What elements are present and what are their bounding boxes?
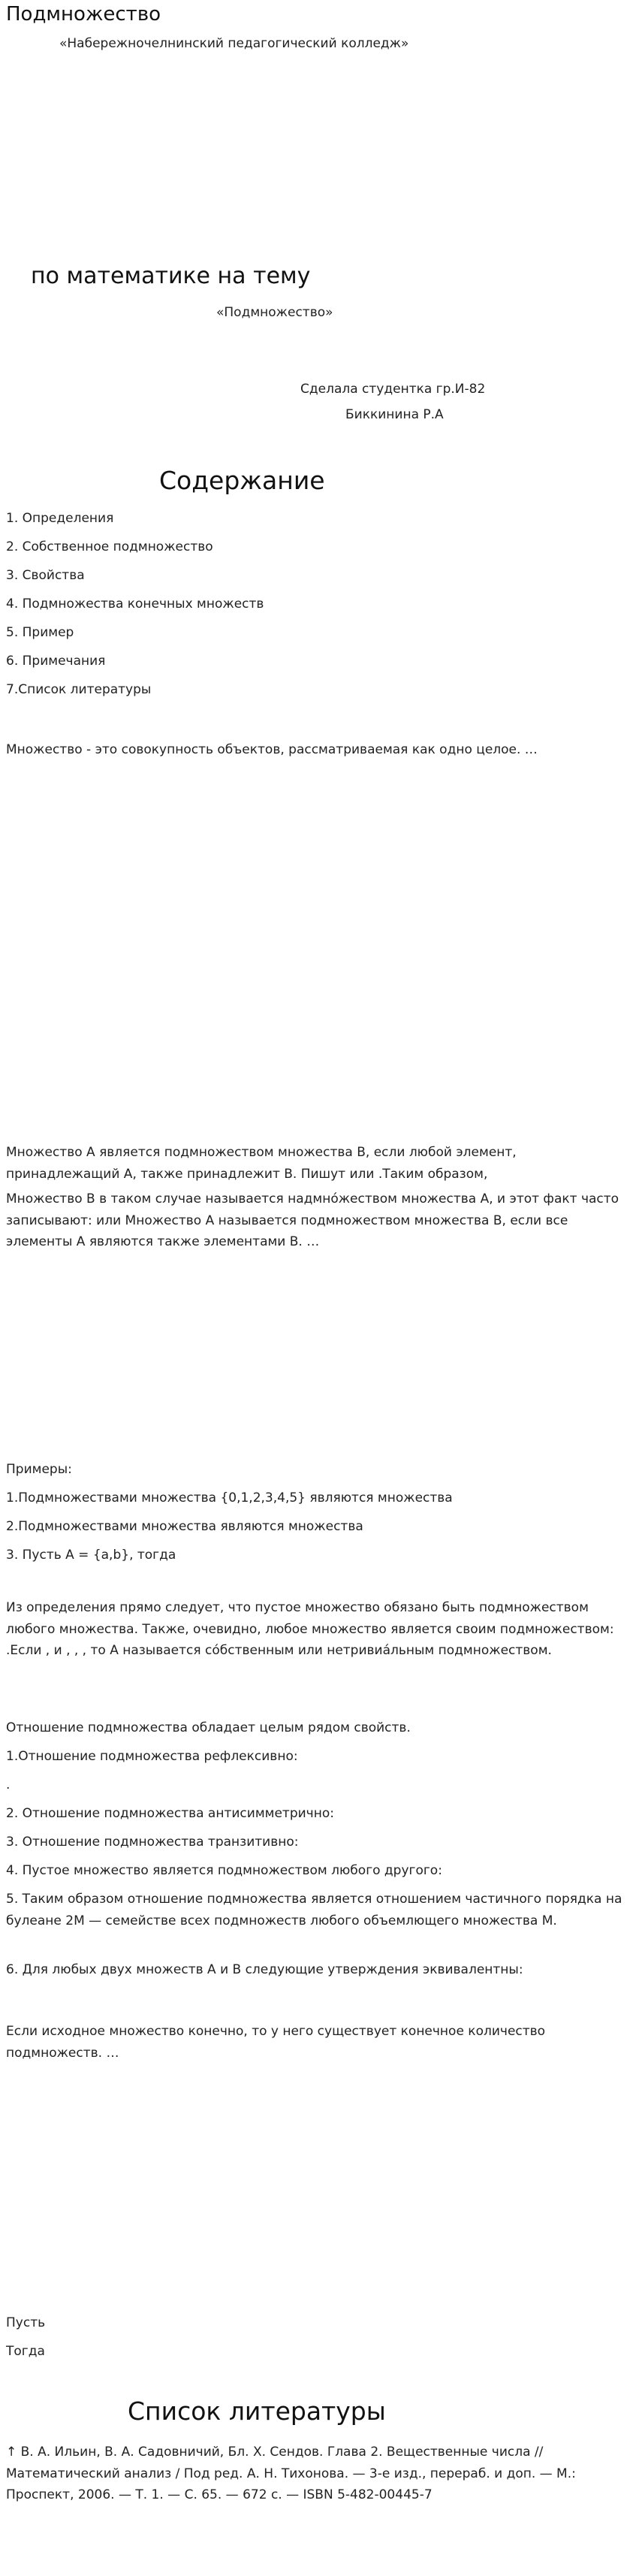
example-item: 3. Пусть A = {a,b}, тогда bbox=[6, 1548, 176, 1563]
topic-heading: по математике на тему bbox=[31, 263, 311, 289]
example-then: Тогда bbox=[6, 2344, 45, 2359]
property-item: 6. Для любых двух множеств A и B следующие утверждения эквивалентны: bbox=[6, 1962, 523, 1977]
example-let: Пусть bbox=[6, 2315, 46, 2330]
page-title: Подмножество bbox=[6, 3, 161, 26]
properties-intro: Отношение подмножества обладает целым рядом свойств. bbox=[6, 1720, 411, 1735]
author-name: Биккинина Р.А bbox=[345, 407, 444, 422]
property-item: 1.Отношение подмножества рефлексивно: bbox=[6, 1749, 298, 1764]
examples-label: Примеры: bbox=[6, 1462, 72, 1477]
reference-item: ↑ В. А. Ильин, В. А. Садовничий, Бл. Х. Сендов. Глава 2. Вещественные числа // Математический анализ / Под ред. А. Н. Тихонова. — 3-е изд., перераб. и доп. — М.: Проспект, 2006. — Т. 1. — С. 65. — 672 с. — ISBN 5-482-00445-7 bbox=[6, 2445, 576, 2502]
contents-item: 3. Свойства bbox=[6, 568, 85, 583]
references-title: Список литературы bbox=[128, 2396, 386, 2426]
own-subset-paragraph: Из определения прямо следует, что пустое множество обязано быть подмножеством любого множества. Также, очевидно, любое множество является своим подмножеством: .Если , и , , , то A называется сóбственным или нетривиáльным подмножеством. bbox=[6, 1600, 614, 1658]
author-caption: Сделала студентка гр.И-82 bbox=[300, 382, 486, 397]
contents-item: 5. Пример bbox=[6, 625, 74, 640]
contents-item: 7.Список литературы bbox=[6, 682, 152, 697]
superset-paragraph: Множество B в таком случае называется надмнóжеством множества A, и этот факт часто записывают: или Множество A называется подмножеством множества B, если все элементы A являются также элементами B. … bbox=[6, 1191, 619, 1249]
finite-subsets-paragraph: Если исходное множество конечно, то у него существует конечное количество подмножеств. … bbox=[6, 2024, 546, 2061]
property-item: 2. Отношение подмножества антисимметрично: bbox=[6, 1806, 334, 1821]
property-item: 4. Пустое множество является подмножеством любого другого: bbox=[6, 1863, 442, 1878]
subset-definition-paragraph: Множество A является подмножеством множества B, если любой элемент, принадлежащий A, также принадлежит B. Пишут или .Таким образом, bbox=[6, 1145, 517, 1182]
contents-item: 1. Определения bbox=[6, 511, 114, 526]
contents-item: 6. Примечания bbox=[6, 654, 106, 669]
definition-paragraph: Множество - это совокупность объектов, рассматриваемая как одно целое. … bbox=[6, 742, 538, 757]
topic-subtitle: «Подмножество» bbox=[216, 305, 333, 320]
property-item: 3. Отношение подмножества транзитивно: bbox=[6, 1835, 299, 1850]
property-item: 5. Таким образом отношение подмножества является отношением частичного порядка на булеане 2M — семействе всех подмножеств любого объемлющего множества M. bbox=[6, 1892, 622, 1928]
college-name: «Набережночелнинский педагогический колледж» bbox=[59, 36, 409, 51]
contents-title: Содержание bbox=[159, 466, 325, 495]
example-item: 1.Подмножествами множества {0,1,2,3,4,5} являются множества bbox=[6, 1490, 453, 1505]
contents-item: 2. Собственное подмножество bbox=[6, 539, 213, 554]
contents-list bbox=[6, 509, 622, 709]
property-item: . bbox=[6, 1777, 11, 1792]
contents-item: 4. Подмножества конечных множеств bbox=[6, 596, 264, 612]
example-item: 2.Подмножествами множества являются множества bbox=[6, 1519, 363, 1534]
